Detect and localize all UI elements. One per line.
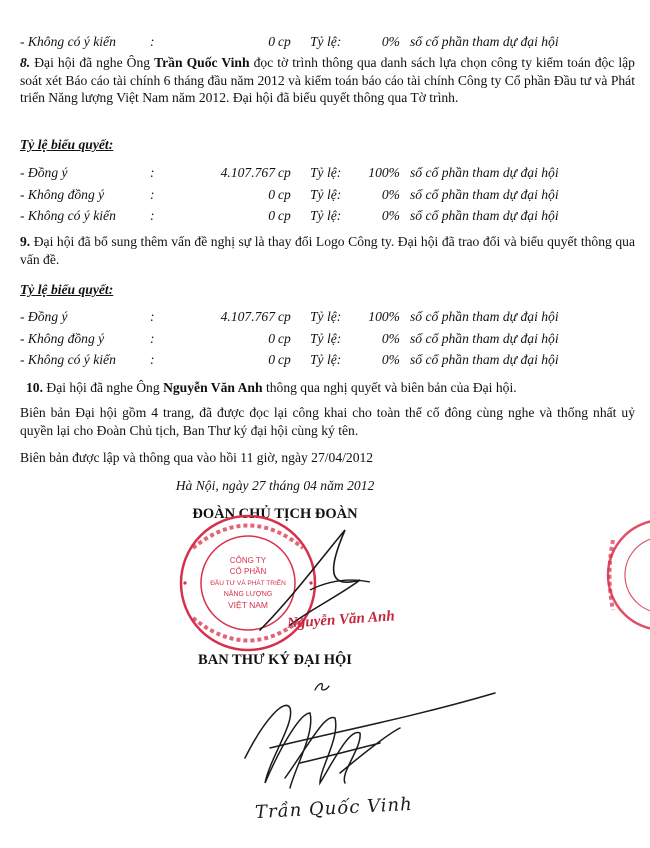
vote-rate-label: Tỷ lệ:: [310, 187, 342, 202]
item-10-speaker-name: Nguyễn Văn Anh: [163, 380, 263, 395]
vote-unit: cp: [278, 208, 291, 223]
vote-pct: 0%: [381, 331, 400, 346]
vote-colon: :: [150, 352, 155, 367]
partial-seal-right: [598, 520, 650, 640]
vote-colon: :: [150, 165, 155, 180]
seal-line: CÔNG TY: [229, 556, 267, 565]
vote-value: 0: [268, 331, 275, 346]
vote-unit: cp: [278, 187, 291, 202]
approval-line: Biên bản được lập và thông qua vào hồi 11 giờ, ngày 27/04/2012: [20, 450, 374, 465]
seal-line: CỔ PHẦN: [229, 567, 267, 576]
vote-unit: cp: [278, 165, 291, 180]
item-8-number: 8.: [20, 55, 31, 70]
vote-colon: :: [150, 309, 155, 324]
vote-desc: số cổ phần tham dự đại hội: [410, 187, 559, 202]
vote-row-agree-8: [20, 165, 640, 183]
vote-pct: 0%: [381, 352, 400, 367]
item-8-paragraph: [20, 54, 635, 107]
vote-value: 4.107.767: [220, 309, 275, 324]
item-10-number: 10.: [26, 380, 43, 395]
vote-colon: :: [150, 331, 155, 346]
vote-label: - Không đồng ý: [20, 331, 105, 346]
secretariat-title: BAN THƯ KÝ ĐẠI HỘI: [198, 652, 352, 668]
vote-desc: số cổ phần tham dự đại hội: [410, 208, 559, 223]
vote-heading-9: Tỷ lệ biểu quyết:: [20, 282, 114, 297]
vote-desc: số cổ phần tham dự đại hội: [410, 352, 559, 367]
vote-pct: 0%: [381, 34, 400, 49]
vote-rate-label: Tỷ lệ:: [310, 309, 342, 324]
vote-pct: 0%: [381, 208, 400, 223]
vote-value: 0: [268, 352, 275, 367]
vote-rate-label: Tỷ lệ:: [310, 34, 342, 49]
minutes-paragraph: Biên bản Đại hội gồm 4 trang, đã được đọc lại công khai cho toàn thể cổ đông cùng nghe và thống nhất uỷ quyền lại cho Đoàn Chủ tịch, Ban Thư ký đại hội cùng ký tên.: [20, 405, 635, 438]
vote-colon: :: [150, 34, 155, 49]
seal-line: NĂNG LƯỢNG: [223, 591, 273, 598]
vote-label: - Không có ý kiến: [20, 208, 116, 223]
vote-row-no-opinion-prev: [20, 34, 640, 52]
vote-colon: :: [150, 208, 155, 223]
vote-row-no-opinion-9: [20, 352, 640, 370]
seal-line: ĐẦU TƯ VÀ PHÁT TRIỂN: [210, 580, 286, 587]
item-8-speaker-name: Trần Quốc Vinh: [154, 55, 250, 70]
vote-row-disagree-8: [20, 187, 640, 205]
vote-desc: số cổ phần tham dự đại hội: [410, 331, 559, 346]
item-10-pre: Đại hội đã nghe Ông: [43, 380, 164, 395]
item-10-paragraph: [26, 379, 635, 397]
vote-value: 0: [268, 208, 275, 223]
vote-desc: số cổ phần tham dự đại hội: [410, 34, 559, 49]
vote-label: - Không có ý kiến: [20, 352, 116, 367]
vote-row-agree-9: [20, 309, 640, 327]
vote-unit: cp: [278, 34, 291, 49]
item-8-post: đọc tờ trình thông qua danh sách lựa chọn công ty kiểm toán độc lập soát xét Báo cáo tài chính 6 tháng đầu năm 2012 và kiểm toán báo cáo tài chính Công ty Cổ phần Đầu tư và Phát triển Năng lượng Việt Nam năm 2012. Đại hội đã biểu quyết thông qua Tờ trình.: [20, 55, 635, 105]
vote-rate-label: Tỷ lệ:: [310, 165, 342, 180]
vote-unit: cp: [278, 331, 291, 346]
vote-desc: số cổ phần tham dự đại hội: [410, 165, 559, 180]
item-8-pre: Đại hội đã nghe Ông: [30, 55, 155, 70]
presidium-title: ĐOÀN CHỦ TỊCH ĐOÀN: [192, 506, 358, 522]
vote-pct: 0%: [381, 187, 400, 202]
vote-rate-label: Tỷ lệ:: [310, 331, 342, 346]
vote-unit: cp: [278, 309, 291, 324]
item-9-text: Đại hội đã bổ sung thêm vấn đề nghị sự là thay đổi Logo Công ty. Đại hội đã trao đổi và biểu quyết thông qua vấn đề.: [20, 234, 635, 267]
item-10-post: thông qua nghị quyết và biên bản của Đại hội.: [262, 380, 517, 395]
vote-rate-label: Tỷ lệ:: [310, 208, 342, 223]
seal-line: VIỆT NAM: [228, 600, 268, 610]
vote-row-no-opinion-8: [20, 208, 640, 226]
vote-value: 0: [268, 187, 275, 202]
vote-value: 0: [268, 34, 275, 49]
vote-desc: số cổ phần tham dự đại hội: [410, 309, 559, 324]
signature-secretariat: [240, 688, 500, 798]
vote-unit: cp: [278, 352, 291, 367]
item-9-paragraph: [20, 233, 635, 268]
vote-row-disagree-9: [20, 331, 640, 349]
signer1-name: Nguyễn Văn Anh: [286, 608, 396, 632]
vote-label: - Không có ý kiến: [20, 34, 116, 49]
place-date: Hà Nội, ngày 27 tháng 04 năm 2012: [175, 478, 375, 493]
vote-label: - Không đồng ý: [20, 187, 105, 202]
vote-label: - Đồng ý: [20, 165, 68, 180]
item-9-number: 9.: [20, 234, 31, 249]
signer2-handwritten-name: Trần Quốc Vinh: [254, 793, 414, 824]
vote-pct: 100%: [368, 165, 400, 180]
vote-label: - Đồng ý: [20, 309, 68, 324]
vote-rate-label: Tỷ lệ:: [310, 352, 342, 367]
vote-heading-8: Tỷ lệ biểu quyết:: [20, 137, 114, 152]
vote-value: 4.107.767: [220, 165, 275, 180]
vote-colon: :: [150, 187, 155, 202]
vote-pct: 100%: [368, 309, 400, 324]
